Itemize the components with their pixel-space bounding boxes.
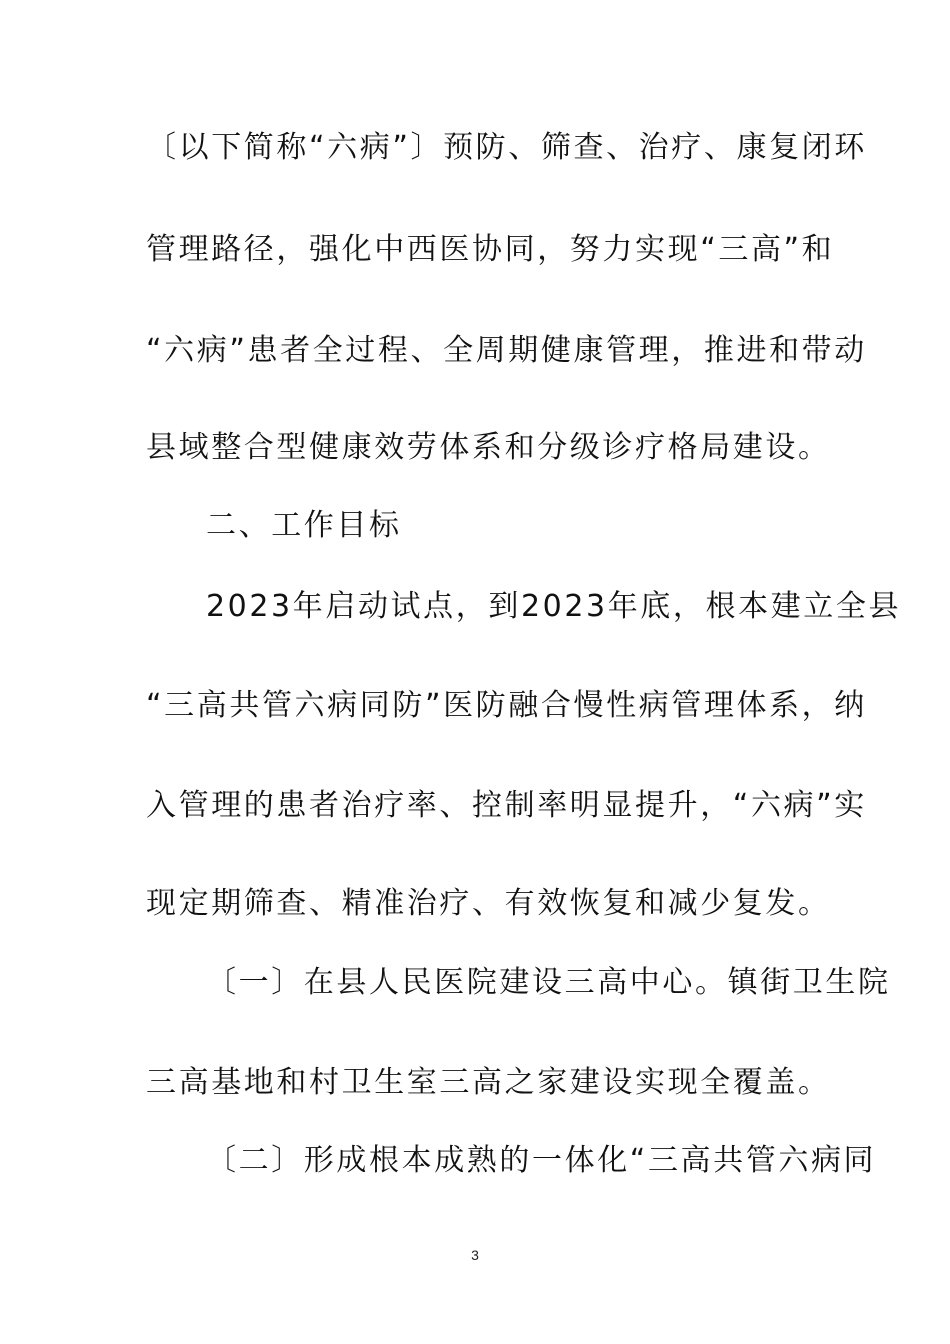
body-text-line: 现定期筛查、精准治疗、有效恢复和减少复发。 bbox=[146, 886, 831, 921]
section-heading: 二、工作目标 bbox=[206, 508, 402, 543]
paragraph-first-line: 〔二〕形成根本成熟的一体化“三高共管六病同 bbox=[206, 1143, 877, 1178]
body-text-line: 县域整合型健康效劳体系和分级诊疗格局建设。 bbox=[146, 430, 831, 465]
body-text-line: “三高共管六病同防”医防融合慢性病管理体系，纳 bbox=[146, 688, 867, 723]
body-text-line: 三高基地和村卫生室三高之家建设实现全覆盖。 bbox=[146, 1065, 831, 1100]
body-text-line: 管理路径，强化中西医协同，努力实现“三高”和 bbox=[146, 232, 835, 267]
body-text-line: 入管理的患者治疗率、控制率明显提升，“六病”实 bbox=[146, 788, 867, 823]
page-number: 3 bbox=[471, 1247, 479, 1263]
paragraph-first-line: 2023年启动试点，到2023年底，根本建立全县 bbox=[206, 589, 902, 624]
body-text-line: 〔以下简称“六病”〕预防、筛查、治疗、康复闭环 bbox=[146, 130, 867, 165]
body-text-line: “六病”患者全过程、全周期健康管理，推进和带动 bbox=[146, 333, 867, 368]
paragraph-first-line: 〔一〕在县人民医院建设三高中心。镇街卫生院 bbox=[206, 965, 891, 1000]
